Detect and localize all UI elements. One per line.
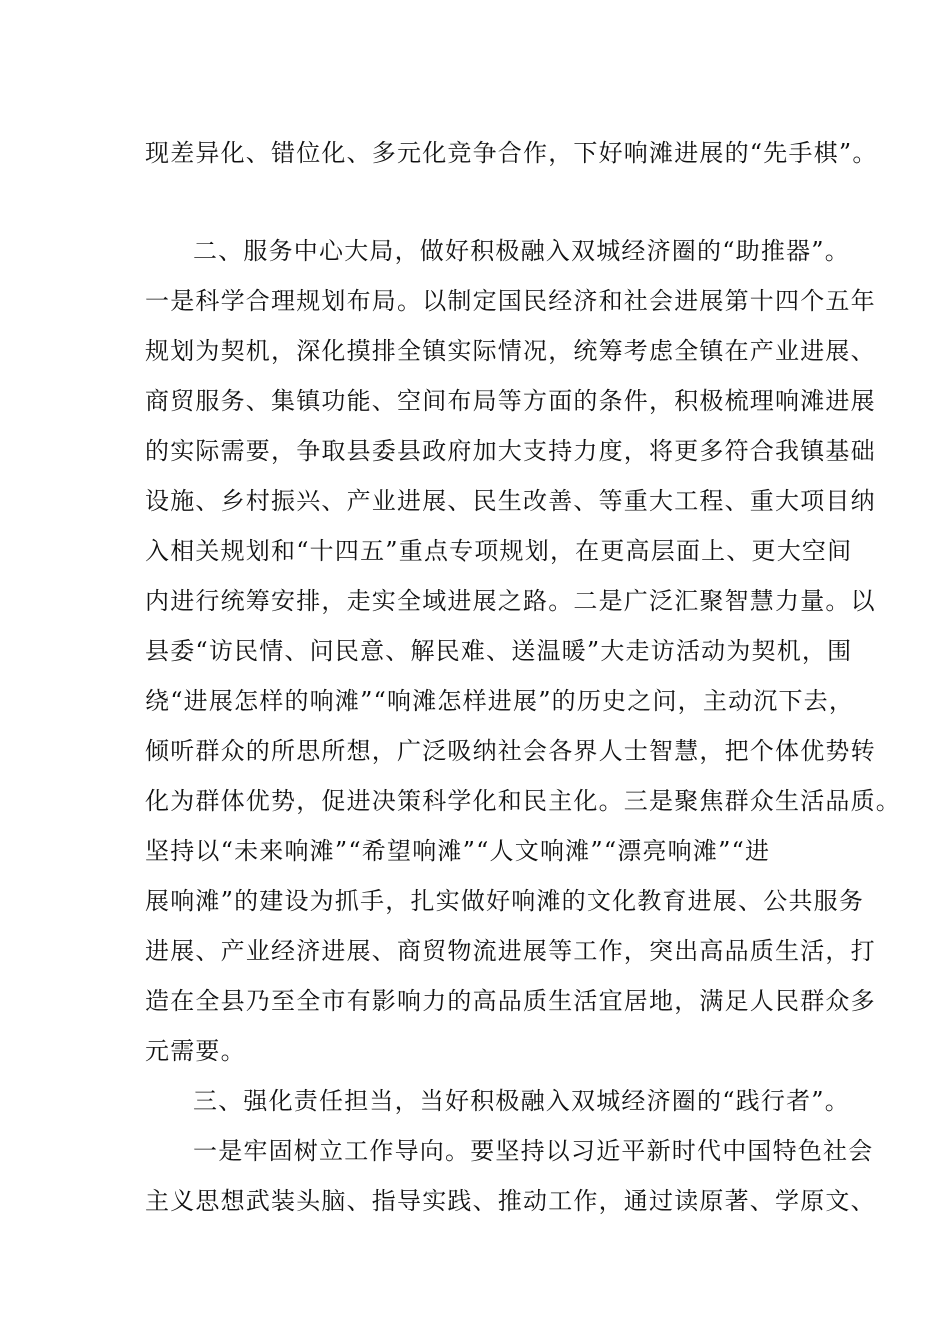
text-line: 商贸服务、集镇功能、空间布局等方面的条件，积极梳理响滩进展: [145, 387, 876, 415]
section-heading: 三、强化责任担当，当好积极融入双城经济圈的“践行者”。: [193, 1087, 850, 1115]
text-line: 绕“进展怎样的响滩”“响滩怎样进展”的历史之问，主动沉下去，: [145, 687, 855, 715]
text-line: 现差异化、错位化、多元化竞争合作，下好响滩进展的“先手棋”。: [145, 139, 878, 167]
text-line: 设施、乡村振兴、产业进展、民生改善、等重大工程、重大项目纳: [145, 487, 876, 515]
text-line: 坚持以“未来响滩”“希望响滩”“人文响滩”“漂亮响滩”“进: [145, 837, 771, 865]
text-line: 倾听群众的所思所想，广泛吸纳社会各界人士智慧，把个体优势转: [145, 737, 876, 765]
text-line: 主义思想武装头脑、指导实践、推动工作，通过读原著、学原文、: [145, 1187, 876, 1215]
text-line: 化为群体优势，促进决策科学化和民主化。三是聚焦群众生活品质。: [145, 787, 901, 815]
text-line: 进展、产业经济进展、商贸物流进展等工作，突出高品质生活，打: [145, 937, 876, 965]
section-heading: 二、服务中心大局，做好积极融入双城经济圈的“助推器”。: [193, 237, 850, 265]
text-line: 入相关规划和“十四五”重点专项规划，在更高层面上、更大空间: [145, 537, 853, 565]
text-line: 造在全县乃至全市有影响力的高品质生活宜居地，满足人民群众多: [145, 987, 876, 1015]
text-line: 元需要。: [145, 1037, 246, 1065]
text-line: 一是科学合理规划布局。以制定国民经济和社会进展第十四个五年: [145, 287, 876, 315]
text-line: 规划为契机，深化摸排全镇实际情况，统筹考虑全镇在产业进展、: [145, 337, 876, 365]
text-line: 一是牢固树立工作导向。要坚持以习近平新时代中国特色社会: [193, 1137, 874, 1165]
text-line: 展响滩”的建设为抓手，扎实做好响滩的文化教育进展、公共服务: [145, 887, 865, 915]
text-line: 的实际需要，争取县委县政府加大支持力度，将更多符合我镇基础: [145, 437, 876, 465]
text-line: 县委“访民情、问民意、解民难、送温暖”大走访活动为契机，围: [145, 637, 853, 665]
text-line: 内进行统筹安排，走实全域进展之路。二是广泛汇聚智慧力量。以: [145, 587, 876, 615]
